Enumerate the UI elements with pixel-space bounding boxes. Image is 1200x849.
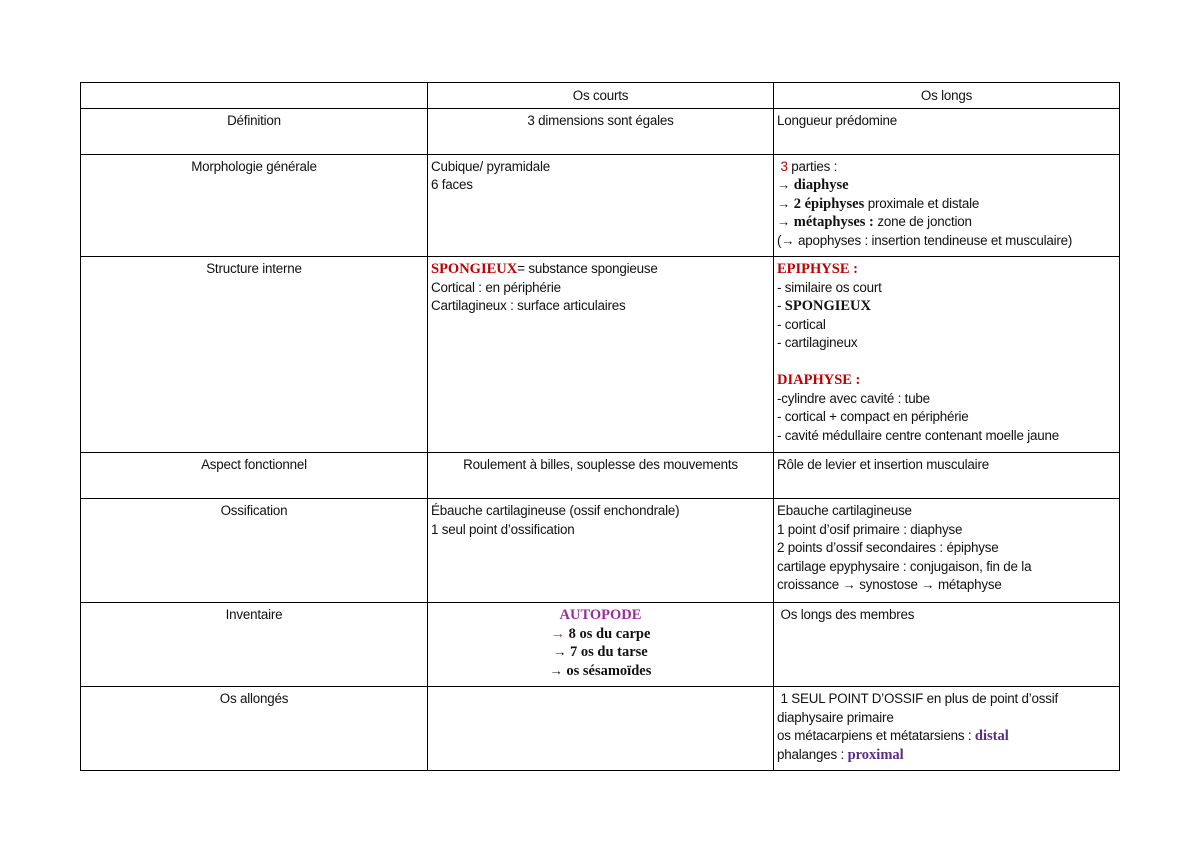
row-label-structure: Structure interne	[81, 257, 428, 453]
aspect-court-cell: Roulement à billes, souplesse des mouvements	[428, 453, 774, 499]
inventaire-item-tarse	[431, 643, 770, 662]
structure-court-line-1	[431, 260, 770, 279]
header-label-courts: Os courts	[572, 88, 629, 103]
metacarpiens-label: os métacarpiens et métatarsiens :	[777, 728, 975, 743]
morphologie-court-cell	[428, 154, 774, 257]
autopode-heading: AUTOPODE	[559, 607, 642, 623]
allonges-long-cell	[774, 687, 1120, 771]
diaphyse-item-3: - cavité médullaire centre contenant moelle jaune	[777, 427, 1059, 443]
morphologie-long-line-2	[777, 176, 1116, 195]
allonges-long-line-1	[777, 690, 1116, 709]
morphologie-long-line-3	[777, 195, 1116, 214]
row-label-aspect: Aspect fonctionnel	[81, 453, 428, 499]
inventaire-item-sesamoides	[431, 662, 770, 681]
row-label-morphologie: Morphologie générale	[81, 154, 428, 257]
spongieux-desc: = substance spongieuse	[517, 261, 658, 276]
row-label-allonges: Os allongés	[81, 687, 428, 771]
ossification-court-cell	[428, 499, 774, 603]
row-inventaire	[81, 603, 1120, 687]
morphologie-long-line-4	[777, 213, 1116, 232]
parties-label: parties :	[787, 158, 838, 174]
row-structure	[81, 257, 1120, 453]
structure-court-line-3: Cartilagineux : surface articulaires	[431, 298, 626, 313]
definition-long-cell: Longueur prédomine	[774, 108, 1120, 154]
morphologie-court-line-1: Cubique/ pyramidale	[431, 158, 551, 174]
arrow-icon: →	[777, 195, 791, 211]
arrow-icon: →	[550, 625, 566, 642]
allonges-long-line-4	[777, 746, 1116, 765]
epiphyse-item-3: - cortical	[777, 316, 826, 332]
phalanges-label: phalanges :	[777, 746, 848, 762]
allonges-long-line-2: diaphysaire primaire	[777, 709, 894, 725]
header-empty-cell	[81, 83, 428, 109]
metaphyses-term: métaphyses :	[793, 214, 874, 230]
header-os-courts	[428, 83, 774, 109]
epiphyse-heading: EPIPHYSE :	[777, 261, 858, 277]
epiphyses-term: 2 épiphyses	[793, 195, 865, 212]
allonges-long-line-1-text: 1 SEUL POINT D’OSSIF en plus de point d’ossif	[780, 691, 1059, 706]
inventaire-long-cell	[774, 603, 1120, 687]
spacer	[777, 353, 1116, 372]
row-label-inventaire: Inventaire	[81, 603, 428, 687]
tarse-label: 7 os du tarse	[569, 644, 648, 660]
diaphyse-item-1: -cylindre avec cavité : tube	[777, 390, 930, 406]
epiphyse-item-4: - cartilagineux	[777, 335, 858, 350]
structure-court-cell	[428, 257, 774, 453]
inventaire-item-carpe	[431, 625, 770, 644]
row-definition	[81, 108, 1120, 154]
epiphyse-item-2-prefix: -	[777, 298, 785, 313]
definition-court-cell: 3 dimensions sont égales	[428, 108, 774, 154]
ossification-long-line-5: croissance → synostose → métaphyse	[777, 577, 1002, 592]
metaphyses-desc: zone de jonction	[873, 214, 972, 229]
comparison-table	[80, 82, 1120, 771]
aspect-long-cell: Rôle de levier et insertion musculaire	[774, 453, 1120, 499]
spongieux-term: SPONGIEUX	[431, 261, 518, 277]
morphologie-long-line-5: (→ apophyses : insertion tendineuse et musculaire)	[777, 232, 1073, 248]
epiphyse-item-2	[777, 297, 1116, 316]
ossification-long-line-1: Ebauche cartilagineuse	[777, 503, 912, 518]
epiphyse-item-1: - similaire os court	[777, 279, 882, 295]
allonges-long-line-3	[777, 727, 1116, 746]
morphologie-long-cell	[774, 154, 1120, 257]
structure-court-line-2: Cortical : en périphérie	[431, 279, 561, 295]
epiphyses-desc: proximale et distale	[864, 195, 980, 211]
header-label-longs: Os longs	[920, 88, 973, 103]
arrow-icon: →	[777, 177, 791, 192]
ossification-long-line-2: 1 point d’osif primaire : diaphyse	[777, 521, 963, 537]
diaphyse-heading: DIAPHYSE :	[777, 372, 861, 388]
arrow-icon: →	[549, 662, 563, 678]
carpe-label: 8 os du carpe	[568, 625, 651, 642]
ossification-long-line-4: cartilage epyphysaire : conjugaison, fin de la	[777, 558, 1032, 574]
sesamoides-label: os sésamoïdes	[566, 662, 652, 679]
inventaire-court-cell	[428, 603, 774, 687]
inventaire-long-text: Os longs des membres	[780, 607, 915, 622]
row-ossification	[81, 499, 1120, 603]
diaphyse-term: diaphyse	[793, 177, 849, 193]
row-aspect	[81, 453, 1120, 499]
parties-count: 3	[780, 158, 788, 174]
row-allonges	[81, 687, 1120, 771]
ossification-long-cell	[774, 499, 1120, 603]
ossification-long-line-3: 2 points d’ossif secondaires : épiphyse	[777, 540, 999, 555]
structure-long-cell	[774, 257, 1120, 453]
morphologie-court-line-2: 6 faces	[431, 177, 473, 192]
ossification-court-line-2: 1 seul point d’ossification	[431, 521, 575, 537]
proximal-term: proximal	[847, 746, 904, 763]
epiphyse-item-2-bold: SPONGIEUX	[784, 298, 871, 314]
row-morphologie	[81, 154, 1120, 257]
allonges-court-cell	[428, 687, 774, 771]
row-label-definition: Définition	[81, 108, 428, 154]
morphologie-long-line-1	[777, 158, 1116, 177]
header-row	[81, 83, 1120, 109]
arrow-icon: →	[777, 214, 791, 229]
header-os-longs	[774, 83, 1120, 109]
diaphyse-item-2: - cortical + compact en périphérie	[777, 409, 969, 424]
arrow-icon: →	[553, 644, 567, 659]
ossification-court-line-1: Ébauche cartilagineuse (ossif enchondrale)	[431, 503, 680, 518]
row-label-ossification: Ossification	[81, 499, 428, 603]
distal-term: distal	[974, 728, 1009, 744]
